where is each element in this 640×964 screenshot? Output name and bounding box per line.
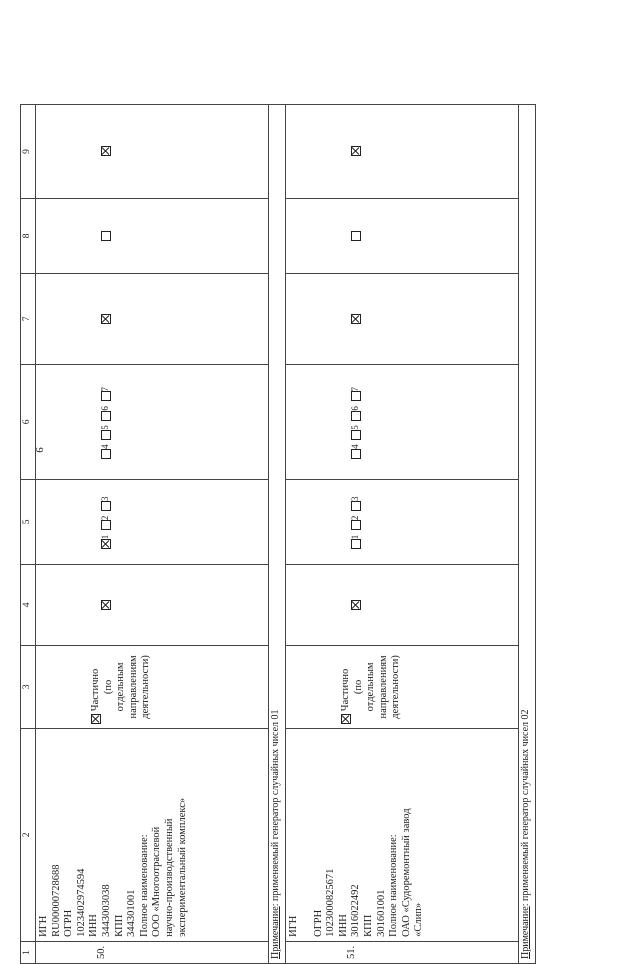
option-checkbox[interactable] xyxy=(351,391,361,401)
option-label: 6 xyxy=(100,406,111,411)
option-label: 1 xyxy=(350,534,361,540)
org-line: КПП xyxy=(113,914,125,937)
col5-cell xyxy=(36,479,269,564)
col7-cell xyxy=(36,273,269,364)
org-line: 3016022492 xyxy=(350,884,362,937)
option-checkbox[interactable] xyxy=(351,539,361,549)
org-line: КПП xyxy=(362,914,374,937)
org-line: 301601001 xyxy=(375,889,387,937)
org-line: ОГРН xyxy=(312,909,324,937)
col8-checkbox[interactable] xyxy=(101,231,111,241)
col4-cell xyxy=(286,564,519,645)
option-label: 5 xyxy=(100,425,111,430)
col8-cell xyxy=(286,198,519,273)
partial-line: деятельности) xyxy=(390,655,402,719)
org-line: научно-производственный xyxy=(163,818,175,937)
option-checkbox[interactable] xyxy=(101,411,111,421)
col-header-6: 6 xyxy=(21,364,36,479)
col9-checkbox-checked[interactable] xyxy=(101,146,111,156)
organization-details xyxy=(36,728,269,941)
org-line: ИНН xyxy=(88,914,100,937)
partial-cell xyxy=(286,645,519,728)
option-label: 4 xyxy=(100,444,111,449)
partial-line: отдельным xyxy=(365,662,377,712)
col5-cell xyxy=(286,479,519,564)
col4-checkbox-checked[interactable] xyxy=(101,600,111,610)
col9-cell xyxy=(286,105,519,199)
note-row xyxy=(519,105,536,964)
org-line: 1023402974594 xyxy=(75,868,87,937)
row-number: 51. xyxy=(286,941,519,963)
option-label: 7 xyxy=(100,386,111,392)
option-label: 1 xyxy=(100,534,111,540)
col9-cell xyxy=(36,105,269,199)
org-line: ИГН xyxy=(288,915,299,937)
option-checkbox[interactable] xyxy=(101,449,111,459)
option-label: 2 xyxy=(350,515,361,521)
page-number: 9 xyxy=(32,447,45,453)
option-label: 5 xyxy=(350,425,361,430)
option-checkbox[interactable] xyxy=(351,449,361,459)
table-row xyxy=(36,105,269,964)
col-header-1: 1 xyxy=(21,941,36,963)
option-checkbox[interactable] xyxy=(351,430,361,440)
org-line: 3443003038 xyxy=(100,884,112,937)
org-line: экспериментальный комплекс» xyxy=(176,797,188,937)
col8-checkbox[interactable] xyxy=(351,231,361,241)
partial-cell xyxy=(36,645,269,728)
org-line: ООО «Многоотраслевой xyxy=(151,826,163,937)
partial-line: (по xyxy=(352,679,364,695)
partial-label: Частично xyxy=(90,668,101,712)
org-line: Полное наименование: xyxy=(388,834,400,937)
rotated-table-sheet xyxy=(20,104,531,964)
org-line: 344301001 xyxy=(126,889,138,937)
option-checkbox[interactable] xyxy=(101,391,111,401)
org-line xyxy=(301,733,313,937)
org-line: ИГН xyxy=(38,915,49,937)
partial-checkbox-checked[interactable] xyxy=(91,714,101,724)
partial-checkbox-checked[interactable] xyxy=(341,714,351,724)
organization-details xyxy=(286,728,519,941)
note-text: : применяемый генератор случайных чисел 02 xyxy=(520,709,531,907)
header-row xyxy=(21,105,36,964)
col6-cell xyxy=(36,364,269,479)
note-label: Примечание xyxy=(270,906,281,959)
option-checkbox[interactable] xyxy=(101,520,111,530)
col-header-5: 5 xyxy=(21,479,36,564)
note-cell xyxy=(269,105,286,964)
registry-table xyxy=(20,104,536,964)
col7-cell xyxy=(286,273,519,364)
partial-line: (по xyxy=(102,679,114,695)
note-text: : применяемый генератор случайных чисел 01 xyxy=(270,709,281,907)
col6-cell xyxy=(286,364,519,479)
col-header-8: 8 xyxy=(21,198,36,273)
org-line: 1023000825671 xyxy=(325,868,337,937)
note-cell xyxy=(519,105,536,964)
col4-cell xyxy=(36,564,269,645)
org-line: ИНН xyxy=(337,914,349,937)
org-line: ОАО «Судоремонтный завод xyxy=(400,808,412,937)
org-line: Полное наименование: xyxy=(138,834,150,937)
table-row xyxy=(286,105,519,964)
row-number: 50. xyxy=(36,941,269,963)
col-header-2: 2 xyxy=(21,728,36,941)
col-header-3: 3 xyxy=(21,645,36,728)
option-label: 7 xyxy=(350,386,361,392)
col7-checkbox-checked[interactable] xyxy=(101,314,111,324)
col-header-4: 4 xyxy=(21,564,36,645)
option-label: 3 xyxy=(100,496,111,501)
org-line: RU00000728688 xyxy=(50,864,62,937)
partial-label: Частично xyxy=(340,668,351,712)
col-header-9: 9 xyxy=(21,105,36,199)
col4-checkbox-checked[interactable] xyxy=(351,600,361,610)
col-header-7: 7 xyxy=(21,273,36,364)
option-checkbox[interactable] xyxy=(101,430,111,440)
option-label: 4 xyxy=(350,444,361,449)
option-checkbox[interactable] xyxy=(351,501,361,511)
note-row xyxy=(269,105,286,964)
org-line: ОГРН xyxy=(63,909,75,937)
note-label: Примечание xyxy=(520,906,531,959)
col9-checkbox-checked[interactable] xyxy=(351,146,361,156)
partial-line: направлениям xyxy=(127,655,139,719)
option-checkbox[interactable] xyxy=(101,501,111,511)
col8-cell xyxy=(36,198,269,273)
option-label: 3 xyxy=(350,496,361,501)
col7-checkbox-checked[interactable] xyxy=(351,314,361,324)
partial-line: отдельным xyxy=(115,662,127,712)
option-label: 2 xyxy=(100,515,111,521)
partial-line: направлениям xyxy=(377,655,389,719)
partial-line: деятельности) xyxy=(140,655,152,719)
option-checkbox[interactable] xyxy=(351,520,361,530)
org-line: «Слип» xyxy=(413,902,425,937)
option-checkbox[interactable] xyxy=(351,411,361,421)
option-checkbox-checked[interactable] xyxy=(101,539,111,549)
option-label: 6 xyxy=(350,406,361,411)
